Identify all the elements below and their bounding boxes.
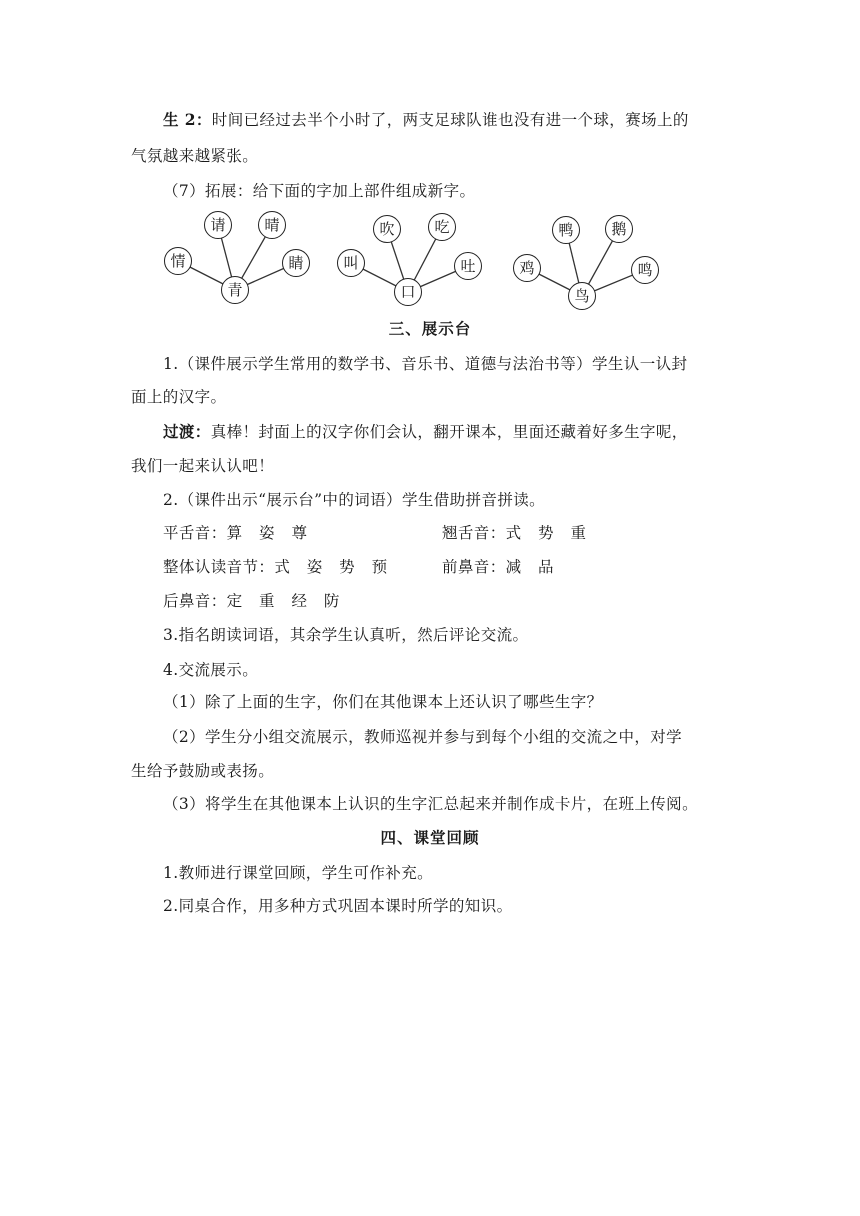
char-tree-qing: [160, 208, 320, 308]
extension-instruction: （7）拓展：给下面的字加上部件组成新字。: [163, 182, 476, 200]
pinyin-group-front-nasal: [442, 557, 560, 577]
pinyin-group-whole-syllable: [163, 557, 393, 577]
tree-leaf-node: 睛: [282, 249, 310, 277]
transition-text-line1: 真棒！封面上的汉字你们会认，翻开课本，里面还藏着好多生字呢，: [210, 423, 688, 441]
pinyin-group-chars: 定 重 经 防: [226, 592, 346, 610]
pinyin-group-back-nasal: [163, 591, 345, 611]
transition-label: 过渡：: [163, 422, 211, 441]
tree-leaf-node: 吹: [373, 215, 401, 243]
pinyin-group-chars: 算 姿 尊: [226, 524, 313, 542]
tree-center-node: 青: [221, 276, 249, 304]
pinyin-group-chars: 减 品: [505, 558, 560, 576]
char-tree-kou: [330, 208, 490, 308]
section3-item4: 4.交流展示。: [163, 661, 259, 679]
pinyin-group-label: 整体认读音节：: [163, 558, 275, 576]
tree-leaf-node: 吃: [428, 213, 456, 241]
tree-center-node: 口: [394, 278, 422, 306]
tree-leaf-node: 晴: [258, 211, 286, 239]
transition-line2: 我们一起来认认吧！: [131, 457, 275, 475]
section3-sub1: （1）除了上面的生字，你们在其他课本上还认识了哪些生字？: [163, 693, 603, 711]
pinyin-group-label: 后鼻音：: [163, 592, 227, 610]
section3-title: 三、展示台: [388, 319, 472, 338]
student2-text-line1: 时间已经过去半个小时了，两支足球队谁也没有进一个球，赛场上的: [211, 111, 689, 129]
pinyin-group-curled-tongue: [442, 523, 592, 543]
pinyin-group-chars: 式 势 重: [505, 524, 592, 542]
section4-item1: 1.教师进行课堂回顾，学生可作补充。: [163, 864, 433, 882]
student2-line1: [163, 110, 689, 130]
tree-leaf-node: 鸣: [631, 256, 659, 284]
tree-leaf-node: 情: [164, 247, 192, 275]
tree-leaf-node: 鹅: [605, 215, 633, 243]
tree-leaf-node: 吐: [454, 252, 482, 280]
tree-leaf-node: 叫: [337, 249, 365, 277]
section3-sub2-line1: （2）学生分小组交流展示，教师巡视并参与到每个小组的交流之中，对学: [163, 728, 683, 746]
pinyin-group-label: 翘舌音：: [442, 524, 506, 542]
transition-line1: [163, 422, 688, 442]
tree-leaf-node: 请: [204, 211, 232, 239]
tree-center-node: 鸟: [568, 282, 596, 310]
student2-line2: 气氛越来越紧张。: [131, 147, 259, 165]
student2-label: 生 2：: [163, 110, 212, 129]
pinyin-group-label: 平舌音：: [163, 524, 227, 542]
section3-item1-line2: 面上的汉字。: [131, 388, 227, 406]
pinyin-group-chars: 式 姿 势 预: [274, 558, 394, 576]
pinyin-group-label: 前鼻音：: [442, 558, 506, 576]
section3-item2: 2.（课件出示“展示台”中的词语）学生借助拼音拼读。: [163, 491, 546, 509]
section3-item1-line1: 1.（课件展示学生常用的数学书、音乐书、道德与法治书等）学生认一认封: [163, 355, 688, 373]
section4-title: 四、课堂回顾: [380, 828, 480, 847]
tree-leaf-node: 鸡: [513, 254, 541, 282]
char-tree-niao: [505, 210, 670, 315]
section3-sub2-line2: 生给予鼓励或表扬。: [131, 762, 275, 780]
section3-sub3: （3）将学生在其他课本上认识的生字汇总起来并制作成卡片，在班上传阅。: [163, 795, 698, 813]
tree-leaf-node: 鸭: [552, 216, 580, 244]
section4-item2: 2.同桌合作，用多种方式巩固本课时所学的知识。: [163, 897, 513, 915]
section3-item3: 3.指名朗读词语，其余学生认真听，然后评论交流。: [163, 626, 529, 644]
pinyin-group-flat-tongue: [163, 523, 313, 543]
